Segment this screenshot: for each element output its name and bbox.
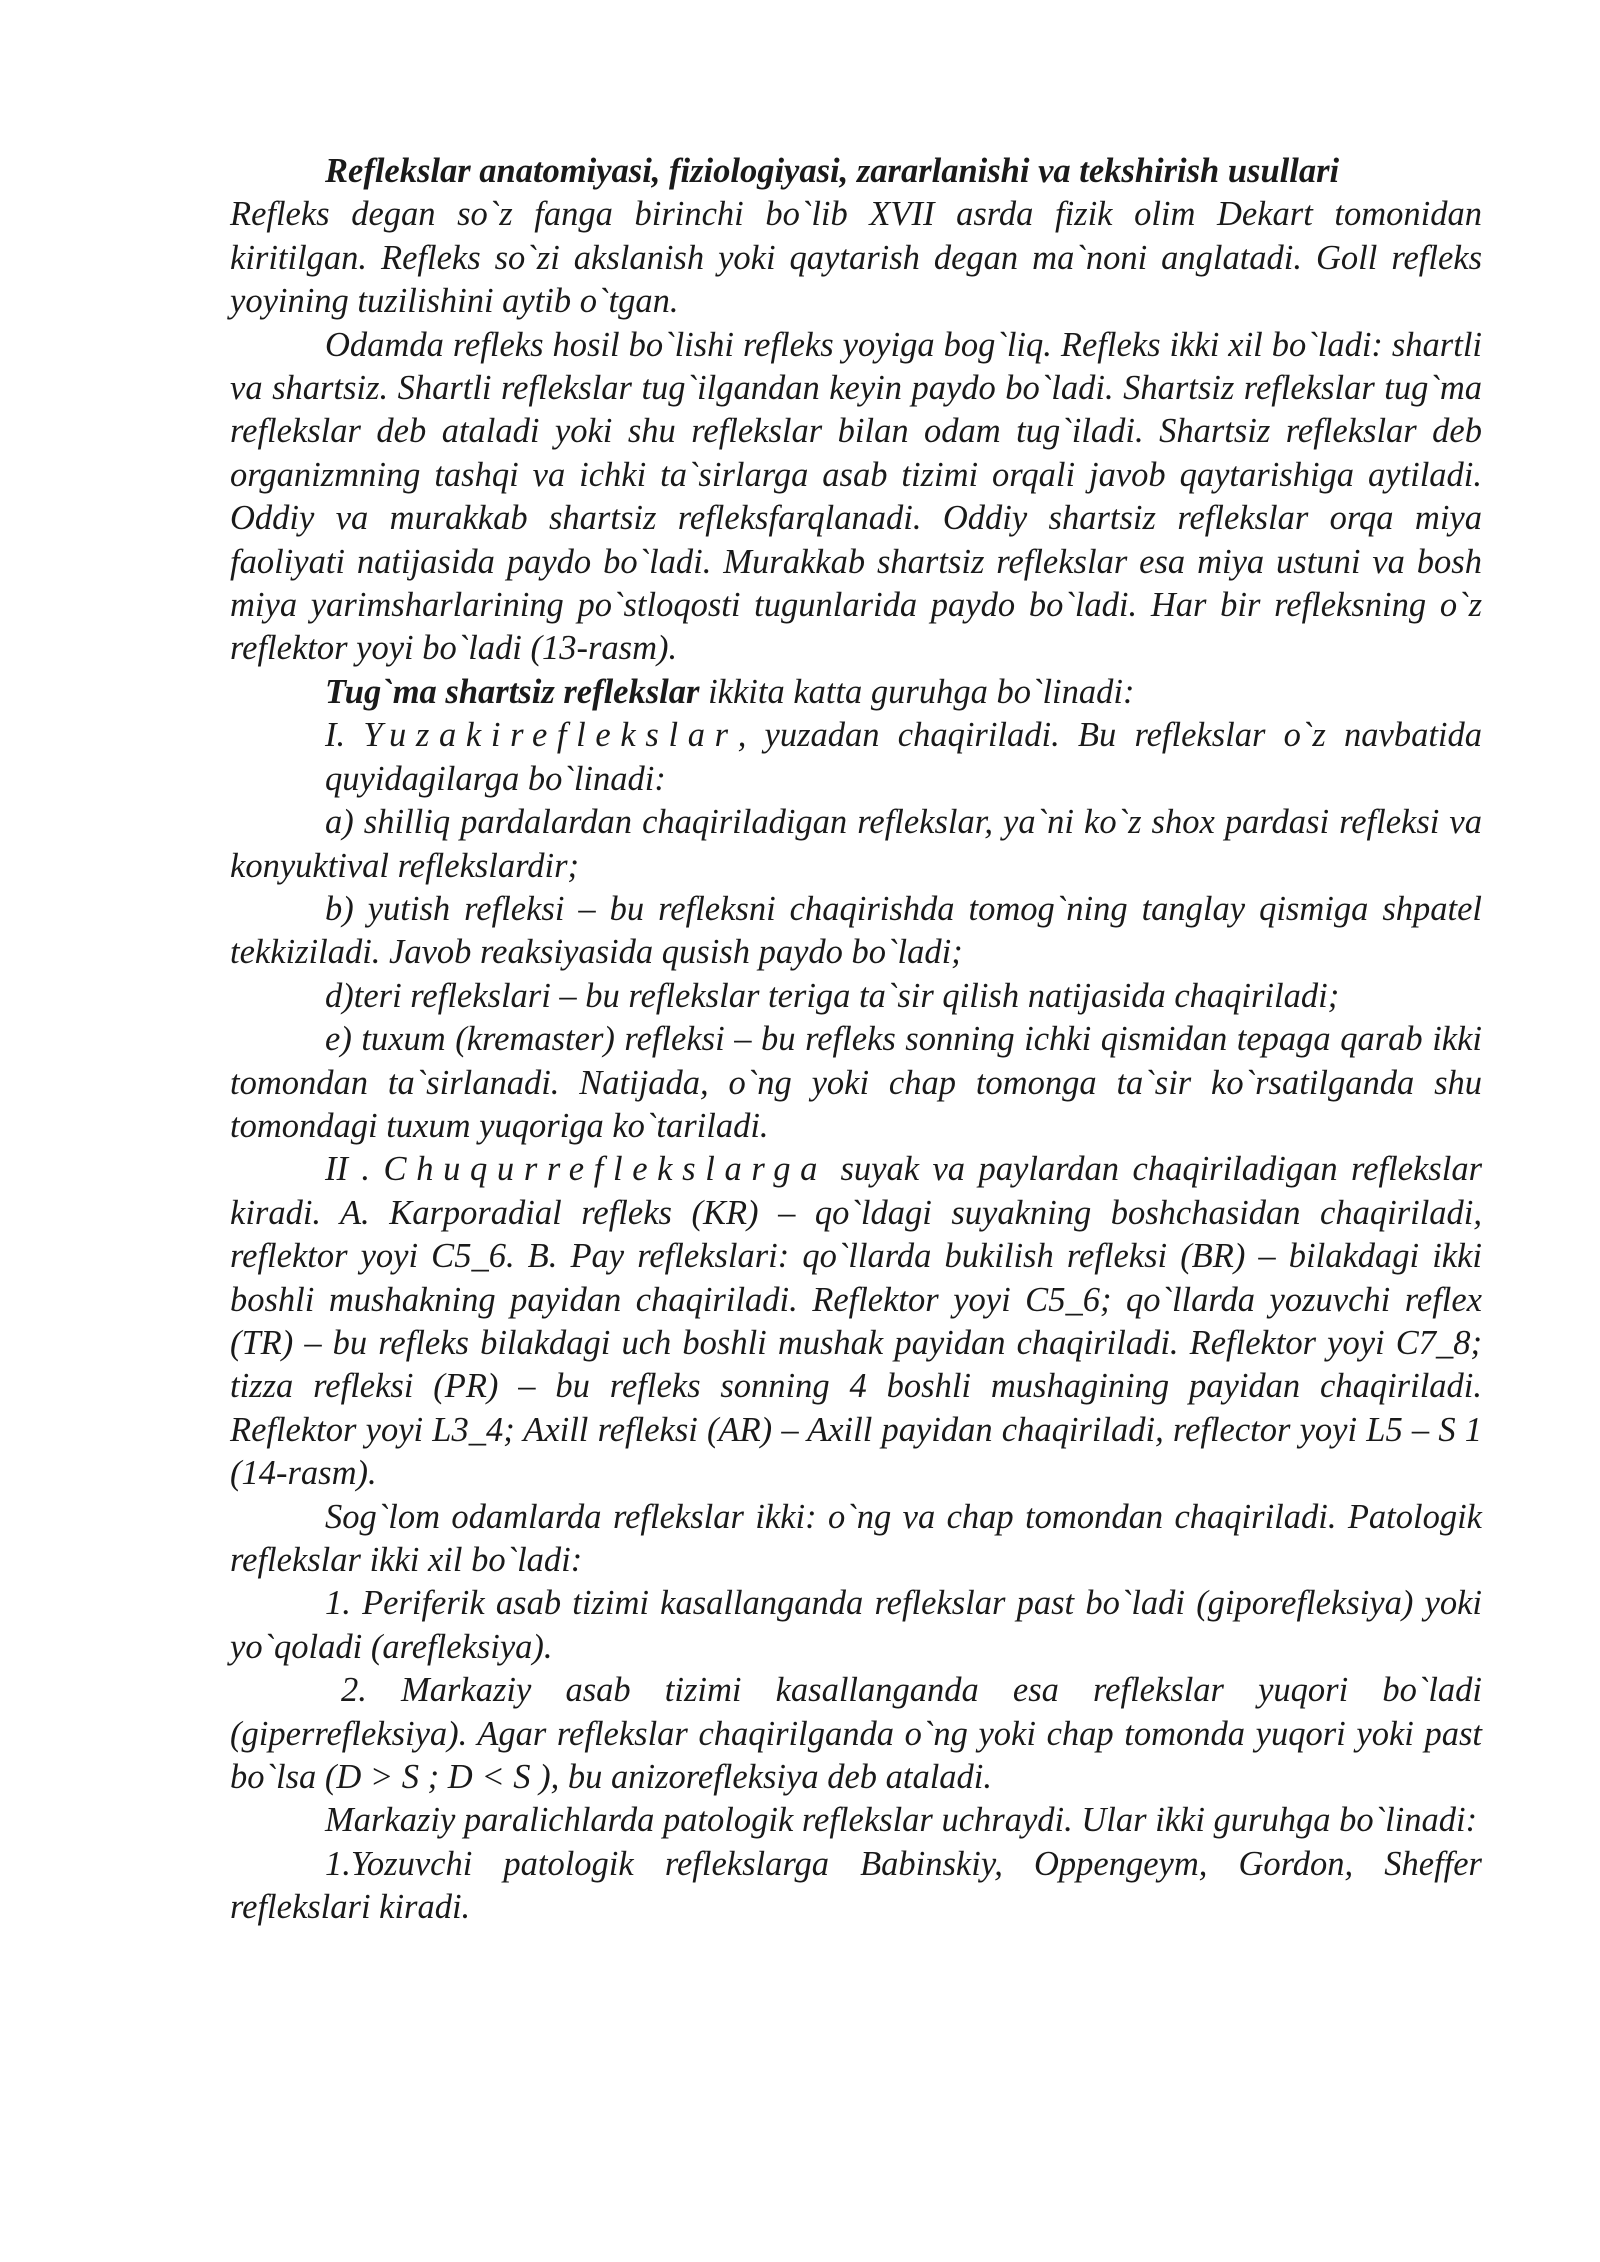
deep-reflexes-text: suyak va paylardan chaqiriladigan reflekslar kiradi. A. Karporadial refleks (KR) – qo`ldagi suyakning boshchasidan chaqiriladi, reflektor yoyi C5_6. B. Pay reflekslari: qo`llarda bukilish refleksi (BR) – bilakdagi ikki boshli mushakning payidan chaqiriladi. Reflektor yoyi C5_6; qo`llarda yozuvchi reflex (TR) – bu refleks bilakdagi uch boshli mushak payidan chaqiriladi. Reflektor yoyi C7_8; tizza refleksi (PR) – bu refleks sonning 4 boshli mushagining payidan chaqiriladi. Reflektor yoyi L3_4; Axill refleksi (AR) – Axill payidan chaqiriladi, reflector yoyi L5 – S 1 (14-rasm).: [230, 1150, 1482, 1493]
item-extensor-reflexes: 1.Yozuvchi patologik reflekslarga Babinskiy, Oppengeym, Gordon, Sheffer reflekslari kiradi.: [230, 1844, 1482, 1927]
innate-reflexes-text: ikkita katta guruhga bo`linadi:: [699, 672, 1135, 711]
paragraph-reflex-types: Odamda refleks hosil bo`lishi refleks yoyiga bog`liq. Refleks ikki xil bo`ladi: shartli va shartsiz. Shartli reflekslar tug`ilgandan keyin paydo bo`ladi. Shartsiz reflekslar tug`ma reflekslar deb ataladi yoki shu reflekslar bilan odam tug`iladi. Shartsiz reflekslar deb organizmning tashqi va ichki ta`sirlarga asab tizimi orqali javob qaytarishiga aytiladi. Oddiy va murakkab shartsiz refleksfarqlanadi. Oddiy shartsiz reflekslar orqa miya faoliyati natijasida paydo bo`ladi. Murakkab shartsiz reflekslar esa miya ustuni va bosh miya yarimsharlarining po`stloqosti tugunlarida paydo bo`ladi. Har bir refleksning o`z reflektor yoyi bo`ladi (13-rasm).: [230, 325, 1482, 668]
innate-reflexes-heading: Tug`ma shartsiz reflekslar: [325, 672, 700, 711]
paragraph-definition: Refleks degan so`z fanga birinchi bo`lib XVII asrda fizik olim Dekart tomonidan kiritilgan. Refleks so`zi akslanish yoki qaytarish degan ma`noni anglatadi. Goll refleks yoyining tuzilishini aytib o`tgan.: [230, 195, 1482, 321]
paragraph-pathological-reflexes: Sog`lom odamlarda reflekslar ikki: o`ng va chap tomondan chaqiriladi. Patologik reflekslar ikki xil bo`ladi:: [230, 1497, 1482, 1579]
item-b-swallowing-reflex: b) yutish refleksi – bu refleksni chaqirishda tomog`ning tanglay qismiga shpatel tekkiziladi. Javob reaksiyasida qusish paydo bo`ladi;: [230, 889, 1482, 972]
item-d-skin-reflexes: d)teri reflekslari – bu reflekslar teriga ta`sir qilish natijasida chaqiriladi;: [325, 976, 1340, 1015]
paragraph-innate-reflexes: [230, 671, 1482, 714]
superficial-reflexes-term: Yuzakireflekslar: [363, 716, 738, 755]
list-number-2: II .: [325, 1150, 384, 1189]
superficial-reflexes-text: , yuzadan chaqiriladi. Bu reflekslar o`z navbatida quyidagilarga bo`linadi:: [325, 716, 1482, 798]
item-a-mucous-reflexes: a) shilliq pardalardan chaqiriladigan reflekslar, ya`ni ko`z shox pardasi refleksi va konyuktival reflekslardir;: [230, 803, 1482, 885]
list-number-1: I.: [325, 716, 364, 755]
deep-reflexes-term: Chuqurreflekslarga: [383, 1150, 828, 1189]
item-peripheral: 1. Periferik asab tizimi kasallanganda reflekslar past bo`ladi (giporefleksiya) yoki yo`qoladi (arefleksiya).: [230, 1584, 1482, 1666]
paragraph-deep-reflexes: [230, 1148, 1482, 1495]
document-page: [230, 150, 1482, 1930]
item-central: 2. Markaziy asab tizimi kasallanganda esa reflekslar yuqori bo`ladi (giperrefleksiya). Agar reflekslar chaqirilganda o`ng yoki chap tomonda yuqori yoki past bo`lsa (D > S ; D < S ), bu anizorefleksiya deb ataladi.: [230, 1671, 1482, 1797]
document-title: Reflekslar anatomiyasi, fiziologiyasi, zararlanishi va tekshirish usullari: [325, 152, 1340, 190]
paragraph-central-paralysis: Markaziy paralichlarda patologik reflekslar uchraydi. Ular ikki guruhga bo`linadi:: [325, 1801, 1478, 1840]
paragraph-superficial-reflexes: [230, 714, 1482, 801]
item-e-cremaster-reflex: e) tuxum (kremaster) refleksi – bu refleks sonning ichki qismidan tepaga qarab ikki tomondan ta`sirlanadi. Natijada, o`ng yoki chap tomonga ta`sir ko`rsatilganda shu tomondagi tuxum yuqoriga ko`tariladi.: [230, 1020, 1482, 1145]
